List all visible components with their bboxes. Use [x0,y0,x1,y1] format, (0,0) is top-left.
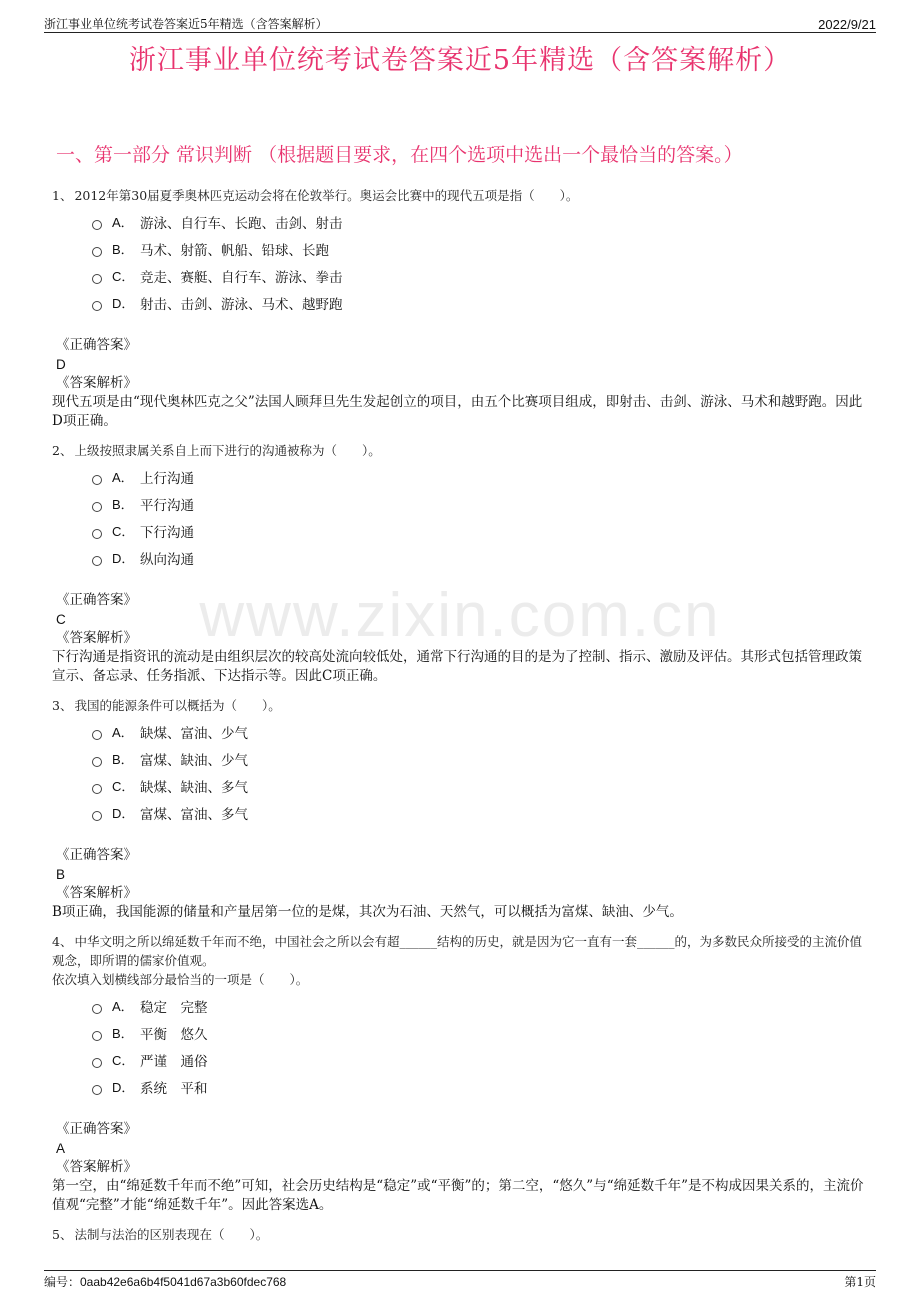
radio-icon[interactable] [92,1031,102,1041]
explanation-text: 现代五项是由“现代奥林匹克之父”法国人顾拜旦先生发起创立的项目，由五个比赛项目组成，即射击、击剑、游泳、马术和越野跑。因此D项正确。 [52,394,863,429]
option-d[interactable] [92,289,872,316]
question-text: 我国的能源条件可以概括为（ ）。 [74,698,281,713]
question-text: 中华文明之所以绵延数千年而不绝，中国社会之所以会有超______结构的历史，就是因为它一直有一套______的，为多数民众所接受的主流价值观念，即所谓的儒家价值观。 [52,934,862,968]
option-text: 下行沟通 [140,524,194,541]
option-c[interactable] [92,1046,872,1073]
option-text: 缺煤、缺油、多气 [140,779,248,796]
option-d[interactable] [92,1073,872,1100]
explanation-label: 《答案解析》 [56,1159,137,1175]
option-list [92,992,872,1100]
answer-block [52,591,872,686]
watermark: www.zixin.com.cn [199,581,721,650]
radio-icon[interactable] [92,220,102,230]
option-a[interactable] [92,463,872,490]
answer-block [52,846,872,922]
correct-answer-value: C [56,612,66,627]
explanation-label: 《答案解析》 [56,885,137,901]
document-code: 编号：0aab42e6a6b4f5041d67a3b60fdec768 [44,1275,287,1289]
option-text: 上行沟通 [140,470,194,487]
option-b[interactable] [92,235,872,262]
option-list [92,718,872,826]
radio-icon[interactable] [92,757,102,767]
option-d[interactable] [92,544,872,571]
answer-block [52,1120,872,1215]
correct-answer-label: 《正确答案》 [56,337,137,353]
radio-icon[interactable] [92,247,102,257]
radio-icon[interactable] [92,1004,102,1014]
radio-icon[interactable] [92,274,102,284]
radio-icon[interactable] [92,784,102,794]
page-footer [44,1270,876,1290]
option-c[interactable] [92,517,872,544]
option-letter: C． [112,524,135,539]
option-letter: C． [112,1053,135,1068]
question-1 [52,186,872,431]
header-doc-name: 浙江事业单位统考试卷答案近5年精选（含答案解析） [44,17,328,31]
explanation-text: 第一空，由“绵延数千年而不绝”可知，社会历史结构是“稳定”或“平衡”的；第二空，“悠久”与“绵延数千年”是不构成因果关系的，主流价值观“完整”才能“绵延数千年”。因此答案选A。 [52,1178,864,1213]
option-letter: D． [112,806,135,821]
option-c[interactable] [92,772,872,799]
question-stem [52,186,872,205]
option-a[interactable] [92,718,872,745]
option-a[interactable] [92,992,872,1019]
question-stem [52,441,872,460]
option-letter: A． [112,999,134,1014]
question-instruction: 依次填入划横线部分最恰当的一项是（ ）。 [52,972,309,987]
option-letter: B． [112,752,134,767]
option-d[interactable] [92,799,872,826]
correct-answer-label: 《正确答案》 [56,592,137,608]
question-3 [52,696,872,922]
explanation-label: 《答案解析》 [56,375,137,391]
explanation-text: B项正确，我国能源的储量和产量居第一位的是煤，其次为石油、天然气，可以概括为富煤、缺油、少气。 [52,904,683,920]
page-header [44,12,876,33]
option-text: 纵向沟通 [140,551,194,568]
option-c[interactable] [92,262,872,289]
option-text: 游泳、自行车、长跑、击剑、射击 [140,215,343,232]
radio-icon[interactable] [92,502,102,512]
option-b[interactable] [92,745,872,772]
radio-icon[interactable] [92,475,102,485]
correct-answer-value: B [56,867,66,882]
option-list [92,463,872,571]
question-list [52,186,872,1254]
question-stem [52,1225,872,1244]
option-letter: C． [112,269,135,284]
radio-icon[interactable] [92,1058,102,1068]
option-text: 富煤、富油、多气 [140,806,248,823]
option-text: 缺煤、富油、少气 [140,725,248,742]
question-5 [52,1225,872,1244]
question-4 [52,932,872,1215]
question-number: 4、 [52,934,73,949]
option-letter: A． [112,470,134,485]
correct-answer-value: D [56,357,66,372]
section-title: 一、第一部分 常识判断 （根据题目要求，在四个选项中选出一个最恰当的答案。） [56,144,743,166]
option-letter: D． [112,551,135,566]
answer-block [52,336,872,431]
option-text: 竞走、赛艇、自行车、游泳、拳击 [140,269,343,286]
correct-answer-label: 《正确答案》 [56,847,137,863]
option-text: 平衡 悠久 [140,1026,208,1043]
radio-icon[interactable] [92,1085,102,1095]
explanation-text: 下行沟通是指资讯的流动是由组织层次的较高处流向较低处，通常下行沟通的目的是为了控制、指示、激励及评估。其形式包括管理政策宣示、备忘录、任务指派、下达指示等。因此C项正确。 [52,649,862,684]
option-text: 严谨 通俗 [140,1053,208,1070]
question-text: 上级按照隶属关系自上而下进行的沟通被称为（ ）。 [74,443,381,458]
option-letter: B． [112,242,134,257]
option-list [92,208,872,316]
correct-answer-label: 《正确答案》 [56,1121,137,1137]
explanation-label: 《答案解析》 [56,630,137,646]
radio-icon[interactable] [92,301,102,311]
option-letter: C． [112,779,135,794]
question-number: 5、 [52,1227,73,1242]
option-text: 马术、射箭、帆船、铅球、长跑 [140,242,329,259]
question-number: 3、 [52,698,73,713]
option-text: 富煤、缺油、少气 [140,752,248,769]
option-text: 射击、击剑、游泳、马术、越野跑 [140,296,343,313]
question-stem [52,932,872,970]
option-text: 稳定 完整 [140,999,208,1016]
question-number: 2、 [52,443,73,458]
radio-icon[interactable] [92,556,102,566]
radio-icon[interactable] [92,529,102,539]
header-date: 2022/9/21 [818,17,876,32]
option-b[interactable] [92,1019,872,1046]
option-letter: A． [112,725,134,740]
correct-answer-value: A [56,1141,66,1156]
question-number: 1、 [52,188,73,203]
question-stem [52,696,872,715]
option-letter: D． [112,296,135,311]
option-letter: D． [112,1080,135,1095]
radio-icon[interactable] [92,730,102,740]
option-text: 平行沟通 [140,497,194,514]
option-letter: A． [112,215,134,230]
option-a[interactable] [92,208,872,235]
question-text: 2012年第30届夏季奥林匹克运动会将在伦敦举行。奥运会比赛中的现代五项是指（ ）。 [74,188,579,203]
option-text: 系统 平和 [140,1080,208,1097]
question-text: 法制与法治的区别表现在（ ）。 [74,1227,269,1242]
option-letter: B． [112,1026,134,1041]
page-number: 第1页 [844,1275,876,1289]
page-title: 浙江事业单位统考试卷答案近5年精选（含答案解析） [128,45,792,76]
radio-icon[interactable] [92,811,102,821]
option-letter: B． [112,497,134,512]
question-2 [52,441,872,686]
option-b[interactable] [92,490,872,517]
